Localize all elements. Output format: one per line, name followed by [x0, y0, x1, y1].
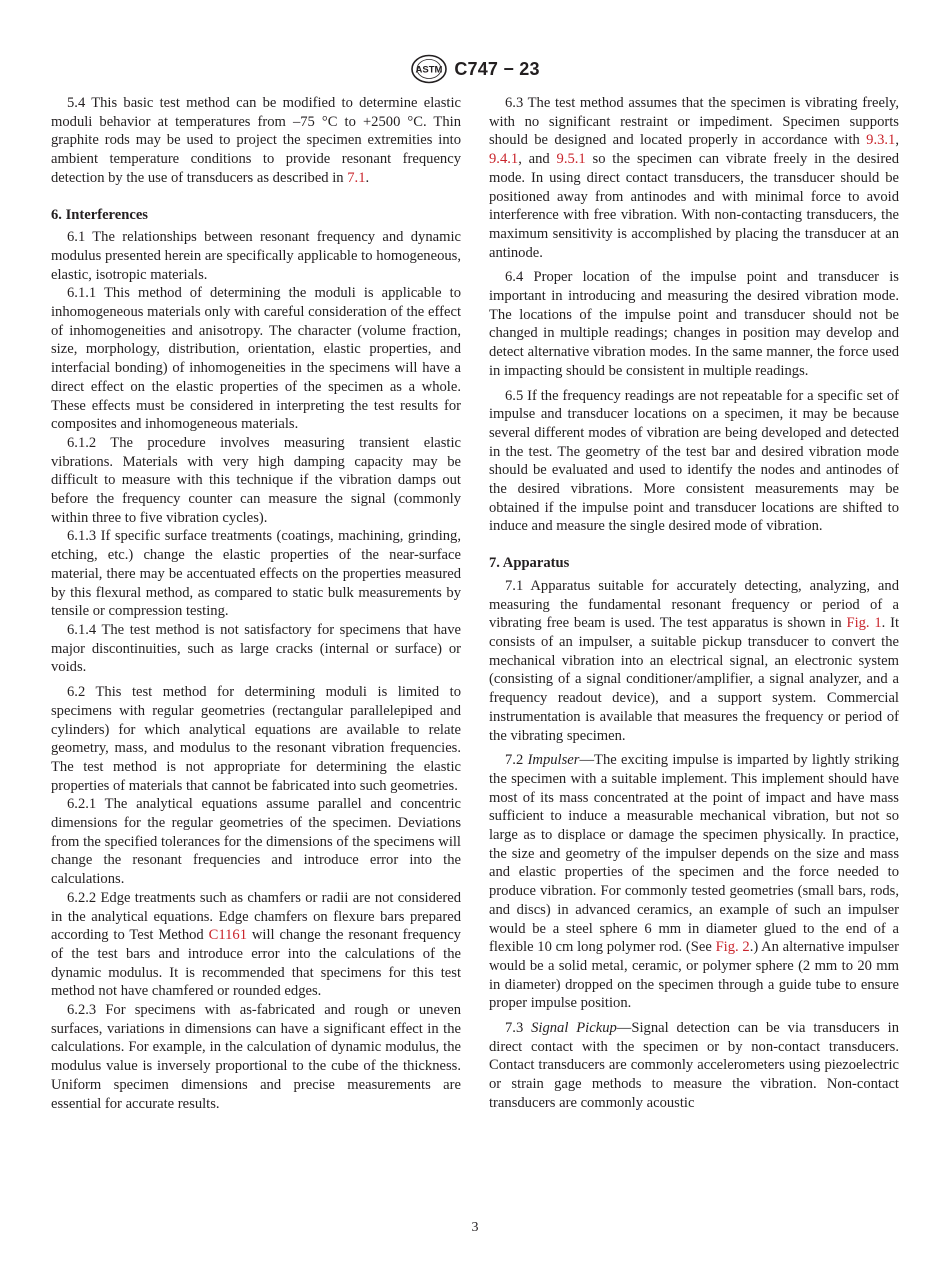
paragraph-6-1-2: 6.1.2 The procedure involves measuring transient elastic vibrations. Materials with very high damping capacity may be difficult to measure with this technique if the vibration damps out before the frequency counter can measure the signal (commonly within three to five vibration cycles). — [51, 434, 461, 526]
document-designation: C747 − 23 — [454, 58, 540, 79]
link-9-5-1[interactable]: 9.5.1 — [556, 151, 586, 168]
section-heading-apparatus: 7. Apparatus — [489, 555, 570, 572]
section-heading-interferences: 6. Interferences — [51, 206, 148, 223]
paragraph-6-1-4: 6.1.4 The test method is not satisfactory for specimens that have major discontinuities, such as large cracks (internal or surface) or voids. — [51, 621, 461, 676]
paragraph-6-5: 6.5 If the frequency readings are not repeatable for a specific set of impulse and transducer locations on a specimen, it may be because several different modes of vibration are being developed and detected in the test. The geometry of the test bar and desired vibration mode should be evaluated and used to identify the nodes and antinodes of the desired vibrations. More consistent measurements may be obtained if the impulse point and transducer locations are shifted to induce and measure the single desired mode of vibration. — [489, 387, 899, 535]
paragraph-6-3: 6.3 The test method assumes that the specimen is vibrating freely, with no significant restraint or impediment. Specimen supports should be designed and located properly in accordance with 9.3.1, 9.4.1, and 9.5.1 so the specimen can vibrate freely in the desired mode. In using direct contact transducers, the transducer should be positioned away from antinodes and with minimal force to avoid interference with free vibration. With non-contacting transducers, the maximum sensitivity is accomplished by placing the transducer at an antinode. — [489, 95, 899, 261]
paragraph-5-4: 5.4 This basic test method can be modified to determine elastic moduli behavior at temperatures from –75 °C to +2500 °C. Thin graphite rods may be used to project the specimen extremities into ambient temperature conditions to provide resonant frequency detection by the use of transducers as described in 7.1. — [51, 95, 461, 186]
paragraph-6-1-1: 6.1.1 This method of determining the moduli is applicable to inhomogeneous materials only with careful consideration of the effect of inhomogeneities and anisotropy. The character (volume fraction, size, morphology, distribution, orientation, elastic properties, and interfacial bonding) of inhomogeneities in the specimens will have a direct effect on the elastic properties of the specimen as a whole. These effects must be considered in interpreting the test results for composites and inhomogeneous materials. — [51, 285, 461, 433]
link-9-4-1[interactable]: 9.4.1 — [489, 151, 519, 168]
paragraph-7-3: 7.3 Signal Pickup—Signal detection can be via transducers in direct contact with the specimen or by non-contact transducers. Contact transducers are commonly accelerometers using piezoelectric or strain gage methods to measure the vibration. Non-contact transducers are commonly acoustic — [489, 1020, 900, 1111]
term-signal-pickup: Signal Pickup — [531, 1020, 617, 1037]
page-header — [0, 54, 950, 84]
paragraph-6-1-3: 6.1.3 If specific surface treatments (coatings, machining, grinding, etching, etc.) change the elastic properties of the near-surface material, there may be accentuated effects on the properties measured by this flexural method, as compared to static bulk measurements by tensile or compression testing. — [51, 528, 461, 620]
astm-logo-icon — [410, 54, 448, 84]
left-column — [51, 94, 461, 1113]
paragraph-6-1: 6.1 The relationships between resonant frequency and dynamic modulus presented herein are specifically applicable to homogeneous, elastic, isotropic materials. — [51, 229, 461, 283]
link-fig-2[interactable]: Fig. 2 — [715, 939, 750, 956]
link-9-3-1[interactable]: 9.3.1 — [866, 132, 896, 149]
link-c1161[interactable]: C1161 — [208, 927, 247, 944]
link-fig-1[interactable]: Fig. 1 — [846, 615, 882, 632]
link-7-1[interactable]: 7.1 — [347, 169, 366, 186]
paragraph-6-2-2: 6.2.2 Edge treatments such as chamfers or radii are not considered in the analytical equations. Edge chamfers on flexure bars prepared according to Test Method C1161 will change the resonant frequency of the test bars and introduce error into the calculations of the dynamic modulus. It is recommended that specimens for this test method not have chamfered or rounded edges. — [51, 889, 461, 1000]
right-column — [489, 94, 899, 1113]
paragraph-6-4: 6.4 Proper location of the impulse point and transducer is important in introducing and measuring the desired vibration mode. The locations of the impulse point and transducer should not be changed in multiple readings; changes in position may develop and detect alternative vibration modes. In the same manner, the force used in impacting should be consistent in multiple readings. — [489, 269, 899, 379]
paragraph-6-2-1: 6.2.1 The analytical equations assume parallel and concentric dimensions for the regular geometries of the specimen. Deviations from the specified tolerances for the dimensions of the specimens will change the resonant frequencies and introduce error into the calculations. — [51, 796, 461, 888]
term-impulser: Impulser — [527, 752, 580, 769]
paragraph-6-2-3: 6.2.3 For specimens with as-fabricated and rough or uneven surfaces, variations in dimensions can have a significant effect in the calculations. For example, in the calculation of dynamic modulus, the modulus value is inversely proportional to the cube of the thickness. Uniform specimen dimensions and precise measurements are essential for accurate results. — [51, 1002, 461, 1112]
page-number: 3 — [471, 1220, 479, 1235]
paragraph-7-1: 7.1 Apparatus suitable for accurately detecting, analyzing, and measuring the fundamental resonant frequency or period of a vibrating free beam is used. The test apparatus is shown in Fig. 1. It consists of an impulser, a suitable pickup transducer to convert the mechanical vibration into an electrical signal, an electronic system (consisting of a signal conditioner/amplifier, a signal analyzer, and a frequency readout device), and a support system. Commercial instrumentation is available that measures the frequency or period of the vibrating specimen. — [489, 577, 899, 744]
paragraph-7-2: 7.2 Impulser—The exciting impulse is imparted by lightly striking the specimen with a suitable implement. This implement should have most of its mass concentrated at the point of impact and have mass sufficient to induce a measurable mechanical vibration, but not so large as to displace or damage the specimen physically. In practice, the size and geometry of the impulser depends on the size and mass and elastic properties of the specimen and the force needed to produce vibration. For commonly tested geometries (small bars, rods, and discs) in advanced ceramics, an example of such an impulser would be a steel sphere 6 mm in diameter glued to the end of a flexible 10 cm long polymer rod. (See Fig. 2.) An alternative impulser would be a solid metal, ceramic, or polymer sphere (2 mm to 20 mm in diameter) dropped on the specimen through a guide tube to ensure proper impulse position. — [489, 752, 900, 1012]
paragraph-6-2: 6.2 This test method for determining moduli is limited to specimens with regular geometries (rectangular parallelepiped and cylinders) for which analytical equations are available to relate geometry, mass, and modulus to the resonant vibration frequencies. The test method is not appropriate for determining the elastic properties of materials that cannot be fabricated into such geometries. — [51, 684, 461, 794]
logo-text: ASTM — [415, 64, 443, 76]
